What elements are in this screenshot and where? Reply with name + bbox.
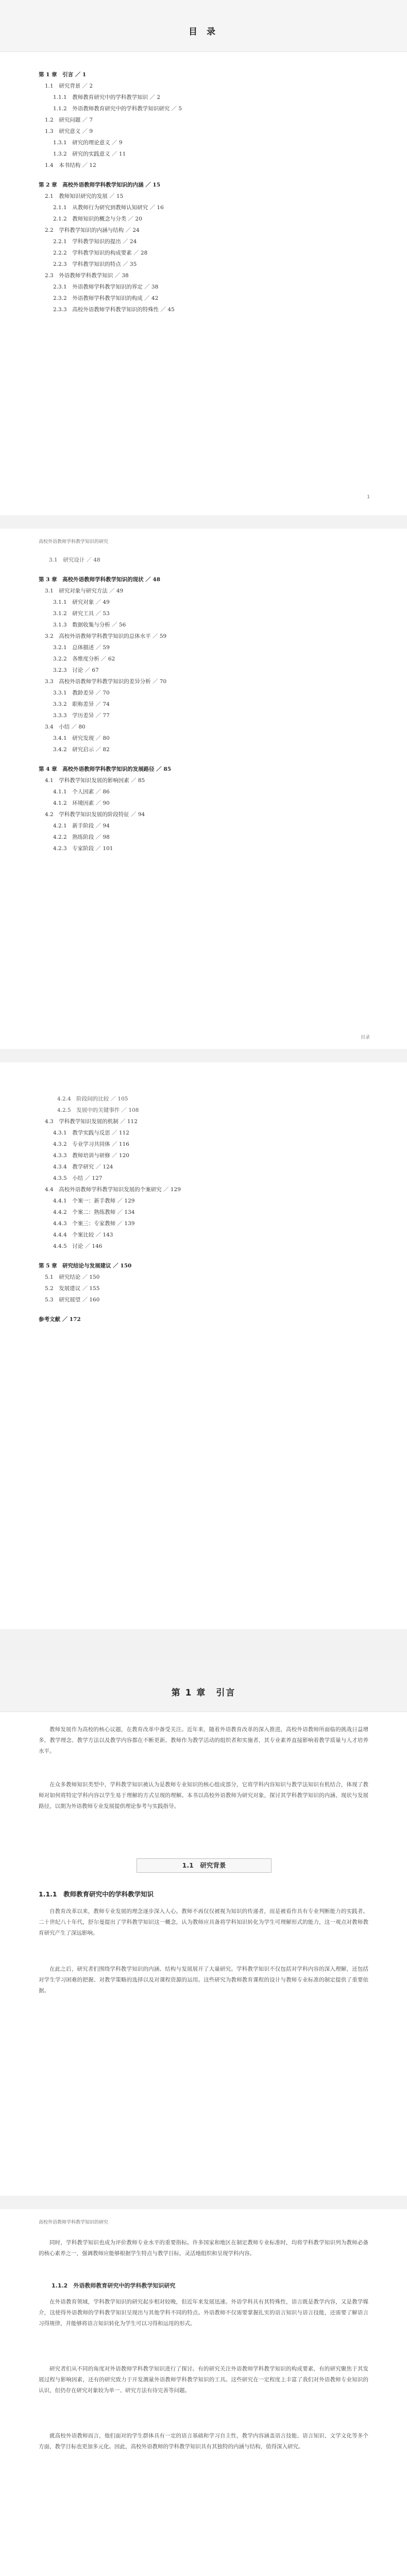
toc-entry[interactable]: 2.3 外语教师学科教学知识 ／ 38 <box>45 273 129 279</box>
toc-entry[interactable]: 3.2.1 总体描述 ／ 59 <box>53 645 110 651</box>
toc-entry[interactable]: 5.3 研究展望 ／ 160 <box>45 1297 100 1303</box>
toc-entry[interactable]: 4.4.2 个案二：熟练教师 ／ 134 <box>53 1209 135 1215</box>
toc-entry[interactable]: 3.1.3 数据收集与分析 ／ 56 <box>53 622 126 628</box>
toc-list-1 <box>39 61 368 315</box>
toc-page-1 <box>0 0 407 515</box>
toc-entry[interactable]: 4.3.1 教学实践与反思 ／ 112 <box>53 1130 129 1136</box>
toc-title: 目 录 <box>189 27 218 37</box>
toc-entry[interactable]: 1.1.2 外语教师教育研究中的学科教学知识研究 ／ 5 <box>53 106 182 112</box>
toc-entry[interactable]: 2.1 教师知识研究的发展 ／ 15 <box>45 193 124 199</box>
toc-entry[interactable]: 3.1.1 研究对象 ／ 49 <box>53 599 110 605</box>
toc-entry[interactable]: 2.3.1 外语教师学科教学知识的界定 ／ 38 <box>53 284 159 290</box>
page-gap <box>0 1629 407 1660</box>
toc-entry[interactable]: 1.3.1 研究的理论意义 ／ 9 <box>53 140 123 146</box>
chapter-page-1 <box>0 1660 407 2196</box>
toc-entry[interactable]: 3.2.3 讨论 ／ 67 <box>53 667 99 673</box>
page-label: 目录 <box>360 1035 370 1040</box>
paragraph: 同时，学科教学知识也成为评价教师专业水平的重要指标。许多国家和地区在制定教师专业标准时，均将学科教学知识列为教师必备的核心素养之一，强调教师应能够根据学生特点与教学目标，灵活地组织和呈现学科内容。 <box>39 2240 368 2257</box>
toc-entry[interactable]: 3.2 高校外语教师学科教学知识的总体水平 ／ 59 <box>45 633 167 639</box>
section-heading: 1.1 研究背景 <box>137 1858 272 1873</box>
toc-entry[interactable]: 4.3.3 教师培训与研修 ／ 120 <box>53 1153 129 1159</box>
toc-entry[interactable]: 4.3.2 专业学习共同体 ／ 116 <box>53 1141 129 1147</box>
toc-entry[interactable]: 4.2.3 专家阶段 ／ 101 <box>53 845 113 852</box>
toc-entry[interactable]: 3.3.1 教龄差异 ／ 70 <box>53 690 110 696</box>
toc-entry[interactable]: 1.3 研究意义 ／ 9 <box>45 128 93 134</box>
toc-entry[interactable]: 3.1.2 研究工具 ／ 53 <box>53 611 110 617</box>
toc-page-2 <box>0 529 407 1049</box>
toc-entry[interactable]: 4.3 学科教学知识发展的机制 ／ 112 <box>45 1118 138 1125</box>
toc-entry[interactable]: 3.3 高校外语教师学科教学知识的差异分析 ／ 70 <box>45 679 167 685</box>
toc-entry[interactable]: 3.4.1 研究发现 ／ 80 <box>53 735 110 741</box>
toc-entry[interactable]: 4.3.4 教学研究 ／ 124 <box>53 1164 113 1170</box>
toc-entry[interactable]: 第 1 章 引言 ／ 1 <box>39 72 87 78</box>
toc-entry[interactable]: 4.4.1 个案一：新手教师 ／ 129 <box>53 1198 135 1204</box>
paragraph: 在外语教育领域，学科教学知识的研究起步相对较晚，但近年来发展迅速。外语学科具有其特殊性，语言既是教学内容，又是教学媒介，这使得外语教师的学科教学知识呈现出与其他学科不同的特点。外语教师不仅需要掌握扎实的语言知识与语言技能，还需要了解语言习得规律，并能够将语言知识转化为学生可以习得和运用的形式。 <box>39 2299 368 2327</box>
toc-entry[interactable]: 4.2.1 新手阶段 ／ 94 <box>53 823 110 829</box>
toc-entry[interactable]: 3.1 研究对象与研究方法 ／ 49 <box>45 588 124 594</box>
paragraph: 研究者们从不同的角度对外语教师学科教学知识进行了探讨。有的研究关注外语教师学科教学知识的构成要素，有的研究聚焦于其发展过程与影响因素，还有的研究致力于开发测量外语教师学科教学知识的工具。这些研究在一定程度上丰富了我们对外语教师专业知识的认识，但仍存在研究对象较为单一、研究方法有待完善等问题。 <box>39 2366 368 2394</box>
toc-entry[interactable]: 1.1.1 教师教育研究中的学科教学知识 ／ 2 <box>53 94 161 100</box>
toc-entry[interactable]: 4.4.3 个案三：专家教师 ／ 139 <box>53 1221 135 1227</box>
toc-entry[interactable]: 2.3.2 外语教师学科教学知识的构成 ／ 42 <box>53 295 159 301</box>
chapter-title: 第 1 章 引言 <box>171 1688 236 1698</box>
toc-entry[interactable]: 4.2.5 发展中的关键事件 ／ 108 <box>57 1107 139 1113</box>
toc-entry[interactable]: 2.1.1 从教师行为研究到教师认知研究 ／ 16 <box>53 205 164 211</box>
toc-entry[interactable]: 1.2 研究问题 ／ 7 <box>45 117 93 123</box>
toc-entry[interactable]: 4.4.5 讨论 ／ 146 <box>53 1243 103 1249</box>
toc-list-3 <box>39 1093 368 1325</box>
subsection-heading: 1.1.2 外语教师教育研究中的学科教学知识研究 <box>52 2282 176 2289</box>
toc-entry[interactable]: 3.3.2 职称差异 ／ 74 <box>53 701 110 707</box>
toc-entry[interactable]: 3.2.2 各维度分析 ／ 62 <box>53 656 115 662</box>
toc-title-bar <box>0 0 407 52</box>
toc-entry[interactable]: 4.3.5 小结 ／ 127 <box>53 1175 103 1181</box>
chapter-title-bar <box>0 1660 407 1712</box>
subsection-heading: 1.1.1 教师教育研究中的学科教学知识 <box>39 1890 154 1898</box>
toc-entry[interactable]: 5.1 研究结论 ／ 150 <box>45 1274 100 1280</box>
page-gap <box>0 1049 407 1062</box>
paragraph: 在众多教师知识类型中，学科教学知识被认为是教师专业知识的核心组成部分，它将学科内容知识与教学法知识有机结合，体现了教师对如何将特定学科内容以学生易于理解的方式呈现的理解。本书以高校外语教师为研究对象，探讨其学科教学知识的内涵、现状与发展路径，以期为外语教师专业发展提供理论参考与实践指导。 <box>39 1782 368 1809</box>
page-gap <box>0 515 407 529</box>
toc-entry[interactable]: 第 3 章 高校外语教师学科教学知识的现状 ／ 48 <box>39 577 161 583</box>
toc-entry[interactable]: 2.3.3 高校外语教师学科教学知识的特殊性 ／ 45 <box>53 307 175 313</box>
toc-entry[interactable]: 1.1 研究背景 ／ 2 <box>45 83 93 89</box>
toc-page-3 <box>0 1062 407 1629</box>
toc-entry[interactable]: 2.2.2 学科教学知识的构成要素 ／ 28 <box>53 250 148 256</box>
paragraph: 就高校外语教师而言，他们面对的学生群体具有一定的语言基础和学习自主性，教学内容涵盖语言技能、语言知识、文学文化等多个方面，教学目标也更加多元化。因此，高校外语教师的学科教学知识具有其独特的内涵与结构，值得深入研究。 <box>39 2433 368 2450</box>
toc-entry[interactable]: 3.1 研究设计 ／ 48 <box>49 557 100 563</box>
toc-entry[interactable]: 4.2.2 熟练阶段 ／ 98 <box>53 834 110 840</box>
toc-entry[interactable]: 1.4 本书结构 ／ 12 <box>45 162 96 168</box>
chapter-page-2 <box>0 2209 407 2576</box>
toc-entry[interactable]: 2.1.2 教师知识的概念与分类 ／ 20 <box>53 216 142 222</box>
paragraph: 教师发展作为高校的核心议题，在教育改革中备受关注。近年来，随着外语教育改革的深入推进，高校外语教师所面临的挑战日益增多，教学理念、教学方法以及教学内容都在不断更新。教师作为教学活动的组织者和实施者，其专业素养直接影响着教学质量与人才培养水平。 <box>39 1726 368 1754</box>
toc-entry[interactable]: 第 4 章 高校外语教师学科教学知识的发展路径 ／ 85 <box>39 766 172 772</box>
running-header: 高校外语教师学科教学知识的研究 <box>39 539 109 545</box>
toc-entry[interactable]: 第 5 章 研究结论与发展建议 ／ 150 <box>39 1263 132 1269</box>
toc-entry[interactable]: 3.4 小结 ／ 80 <box>45 724 86 730</box>
paragraph: 在此之后，研究者们围绕学科教学知识的内涵、结构与发展展开了大量研究。学科教学知识不仅包括对学科内容的深入理解，还包括对学生学习困难的把握、对教学策略的选择以及对课程资源的运用。这些研究为教师教育课程的设计与教师专业标准的制定提供了重要依据。 <box>39 1966 368 1994</box>
toc-entry[interactable]: 4.1.2 环境因素 ／ 90 <box>53 800 110 806</box>
toc-entry[interactable]: 3.4.2 研究启示 ／ 82 <box>53 747 110 753</box>
toc-entry[interactable]: 3.3.3 学历差异 ／ 77 <box>53 713 110 719</box>
toc-entry[interactable]: 参考文献 ／ 172 <box>39 1316 81 1323</box>
toc-entry[interactable]: 2.2.1 学科教学知识的提出 ／ 24 <box>53 239 137 245</box>
toc-list-2 <box>39 554 368 854</box>
toc-entry[interactable]: 4.4.4 个案比较 ／ 143 <box>53 1232 113 1238</box>
toc-entry[interactable]: 4.2 学科教学知识发展的阶段特征 ／ 94 <box>45 811 145 818</box>
toc-entry[interactable]: 1.3.2 研究的实践意义 ／ 11 <box>53 151 126 157</box>
toc-entry[interactable]: 4.2.4 阶段间的比较 ／ 105 <box>57 1096 128 1102</box>
page-number: 1 <box>367 495 370 500</box>
toc-entry[interactable]: 4.4 高校外语教师学科教学知识发展的个案研究 ／ 129 <box>45 1187 181 1193</box>
toc-entry[interactable]: 第 2 章 高校外语教师学科教学知识的内涵 ／ 15 <box>39 182 161 188</box>
paragraph: 自教育改革以来，教师专业发展的理念逐步深入人心。教师不再仅仅被视为知识的传递者，而是被看作具有专业判断能力的实践者。二十世纪八十年代，舒尔曼提出了学科教学知识这一概念，认为教师应具备将学科知识转化为学生可理解形式的能力，这一观点对教师教育研究产生了深远影响。 <box>39 1908 368 1936</box>
toc-entry[interactable]: 2.2 学科教学知识的内涵与结构 ／ 24 <box>45 227 140 233</box>
toc-entry[interactable]: 4.1 学科教学知识发展的影响因素 ／ 85 <box>45 777 145 784</box>
running-header: 高校外语教师学科教学知识的研究 <box>39 2220 109 2225</box>
toc-entry[interactable]: 5.2 发展建议 ／ 155 <box>45 1285 100 1292</box>
toc-entry[interactable]: 4.1.1 个人因素 ／ 86 <box>53 789 110 795</box>
page-gap <box>0 2196 407 2209</box>
toc-entry[interactable]: 2.2.3 学科教学知识的特点 ／ 35 <box>53 261 137 267</box>
